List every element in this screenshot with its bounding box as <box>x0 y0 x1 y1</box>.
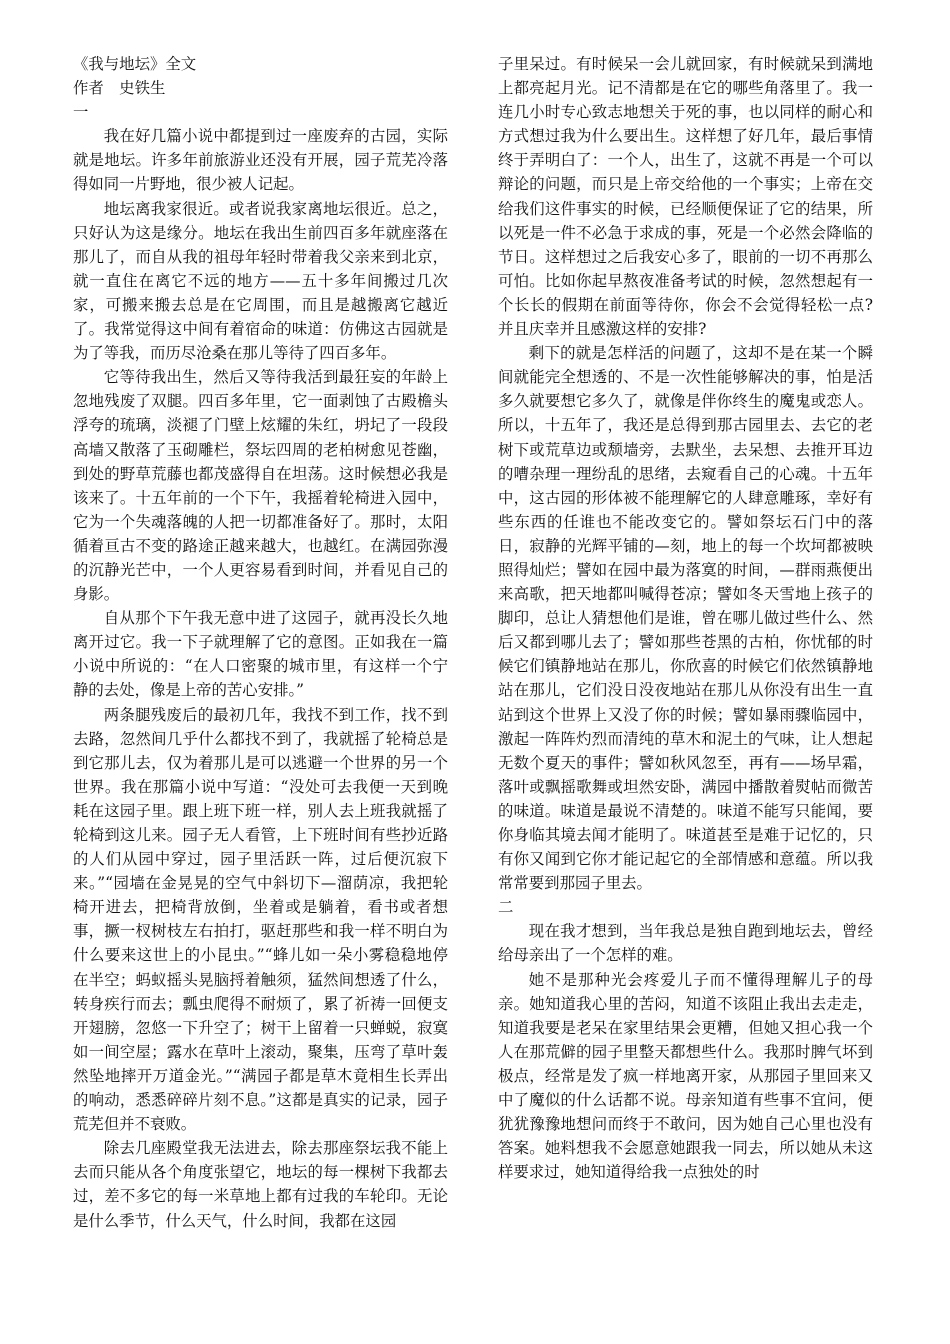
paragraph: 它等待我出生，然后又等待我活到最狂妄的年龄上忽地残废了双腿。四百多年里，它一面剥蚀了古殿檐头浮夸的琉璃，淡褪了门壁上炫耀的朱红，坍圮了一段段高墙又散落了玉砌雕栏，祭坛四周的老柏树愈见苍幽，到处的野草荒藤也都茂盛得自在坦荡。这时候想必我是该来了。十五年前的一个下午，我摇着轮椅进入园中，它为一个失魂落魄的人把一切都准备好了。那时，太阳循着亘古不变的路途正越来越大，也越红。在满园弥漫的沉静光芒中，一个人更容易看到时间，并看见自己的身影。 <box>73 368 448 604</box>
paragraph: 现在我才想到，当年我总是独自跑到地坛去，曾经给母亲出了一个怎样的难。 <box>498 922 873 965</box>
paragraph: 她不是那种光会疼爱儿子而不懂得理解儿子的母亲。她知道我心里的苦闷，知道不该阻止我出去走走，知道我要是老呆在家里结果会更糟，但她又担心我一个人在那荒僻的园子里整天都想些什么。我那时脾气坏到极点，经常是发了疯一样地离开家，从那园子里回来又中了魔似的什么话都不说。母亲知道有些事不宜问，便犹犹豫豫地想问而终于不敢问，因为她自己心里也没有答案。她料想我不会愿意她跟我一同去，所以她从未这样要求过，她知道得给我一点独处的时 <box>498 970 873 1182</box>
paragraph: 我在好几篇小说中都提到过一座废弃的古园，实际就是地坛。许多年前旅游业还没有开展，园子荒芜冷落得如同一片野地，很少被人记起。 <box>73 127 448 194</box>
section-heading-two: 二 <box>498 898 514 917</box>
paragraph: 两条腿残废后的最初几年，我找不到工作，找不到去路，忽然间几乎什么都找不到了，我就摇了轮椅总是到它那儿去，仅为着那儿是可以逃避一个世界的另一个世界。我在那篇小说中写道：“没处可去我便一天到晚耗在这园子里。跟上班下班一样，别人去上班我就摇了轮椅到这儿来。园子无人看管，上下班时间有些抄近路的人们从园中穿过，园子里活跃一阵，过后便沉寂下来。”“园墙在金晃晃的空气中斜切下—溜荫凉，我把轮椅开进去，把椅背放倒，坐着或是躺着，看书或者想事，撅一杈树枝左右拍打，驱赶那些和我一样不明白为什么要来这世上的小昆虫。”“蜂儿如一朵小雾稳稳地停在半空；蚂蚁摇头晃脑捋着触须，猛然间想透了什么，转身疾行而去；瓢虫爬得不耐烦了，累了祈祷一回便支开翅膀，忽悠一下升空了；树干上留着一只蝉蜕，寂寞如一间空屋；露水在草叶上滚动，聚集，压弯了草叶轰然坠地摔开万道金光。”“满园子都是草木竟相生长弄出的响动，悉悉碎碎片刻不息。”这都是真实的记录，园子荒芜但并不衰败。 <box>73 705 448 1134</box>
paragraph-continued: 子里呆过。有时候呆一会儿就回家，有时候就呆到满地上都亮起月光。记不清都是在它的哪些角落里了。我一连几小时专心致志地想关于死的事，也以同样的耐心和方式想过我为什么要出生。这样想了好几年，最后事情终于弄明白了：一个人，出生了，这就不再是一个可以辩论的问题，而只是上帝交给他的一个事实；上帝在交给我们这件事实的时候，已经顺便保证了它的结果，所以死是一件不必急于求成的事，死是一个必然会降临的节日。这样想过之后我安心多了，眼前的一切不再那么可怕。比如你起早熬夜准备考试的时候，忽然想起有一个长长的假期在前面等待你，你会不会觉得轻松一点?并且庆幸并且感激这样的安排? <box>498 55 873 339</box>
paragraph: 地坛离我家很近。或者说我家离地坛很近。总之，只好认为这是缘分。地坛在我出生前四百多年就座落在那儿了，而自从我的祖母年轻时带着我父亲来到北京，就一直住在离它不远的地方——五十多年间搬过几次家，可搬来搬去总是在它周围，而且是越搬离它越近了。我常觉得这中间有着宿命的味道：仿佛这古园就是为了等我，而历尽沧桑在那儿等待了四百多年。 <box>73 199 448 363</box>
paragraph: 除去几座殿堂我无法进去，除去那座祭坛我不能上去而只能从各个角度张望它，地坛的每一棵树下我都去过，差不多它的每一米草地上都有过我的车轮印。无论是什么季节，什么天气，什么时间，我都在这园 <box>73 1139 448 1230</box>
section-heading-one: 一 <box>73 103 89 122</box>
paragraph: 自从那个下午我无意中进了这园子，就再没长久地离开过它。我一下子就理解了它的意图。正如我在一篇小说中所说的：“在人口密聚的城市里，有这样一个宁静的去处，像是上帝的苦心安排。” <box>73 609 448 700</box>
paragraph: 剩下的就是怎样活的问题了，这却不是在某一个瞬间就能完全想透的、不是一次性能够解决的事，怕是活多久就要想它多久了，就像是伴你终生的魔鬼或恋人。所以，十五年了，我还是总得到那古园里去、去它的老树下或荒草边或颓墙旁，去默坐，去呆想、去推开耳边的嘈杂理一理纷乱的思绪，去窥看自己的心魂。十五年中，这古园的形体被不能理解它的人肆意雕琢，幸好有些东西的任谁也不能改变它的。譬如祭坛石门中的落日，寂静的光辉平铺的—刻，地上的每一个坎坷都被映照得灿烂；譬如在园中最为落寞的时间，—群雨燕便出来高歌，把天地都叫喊得苍凉；譬如冬天雪地上孩子的脚印，总让人猜想他们是谁，曾在哪儿做过些什么、然后又都到哪儿去了；譬如那些苍黑的古柏，你忧郁的时候它们镇静地站在那儿，你欣喜的时候它们依然镇静地站在那儿，它们没日没夜地站在那儿从你没有出生一直站到这个世界上又没了你的时候；譬如暴雨骤临园中，激起一阵阵灼烈而清纯的草木和泥土的气味，让人想起无数个夏天的事件；譬如秋风忽至，再有——场早霜，落叶或飘摇歌舞或坦然安卧，满园中播散着熨帖而微苦的味道。味道是最说不清楚的。味道不能写只能闻，要你身临其境去闻才能明了。味道甚至是难于记忆的，只有你又闻到它你才能记起它的全部情感和意蕴。所以我常常要到那园子里去。 <box>498 344 873 893</box>
author-line: 作者 史铁生 <box>73 79 166 98</box>
left-column <box>73 52 448 1302</box>
right-column <box>498 52 873 1302</box>
document-title: 《我与地坛》全文 <box>73 55 197 73</box>
